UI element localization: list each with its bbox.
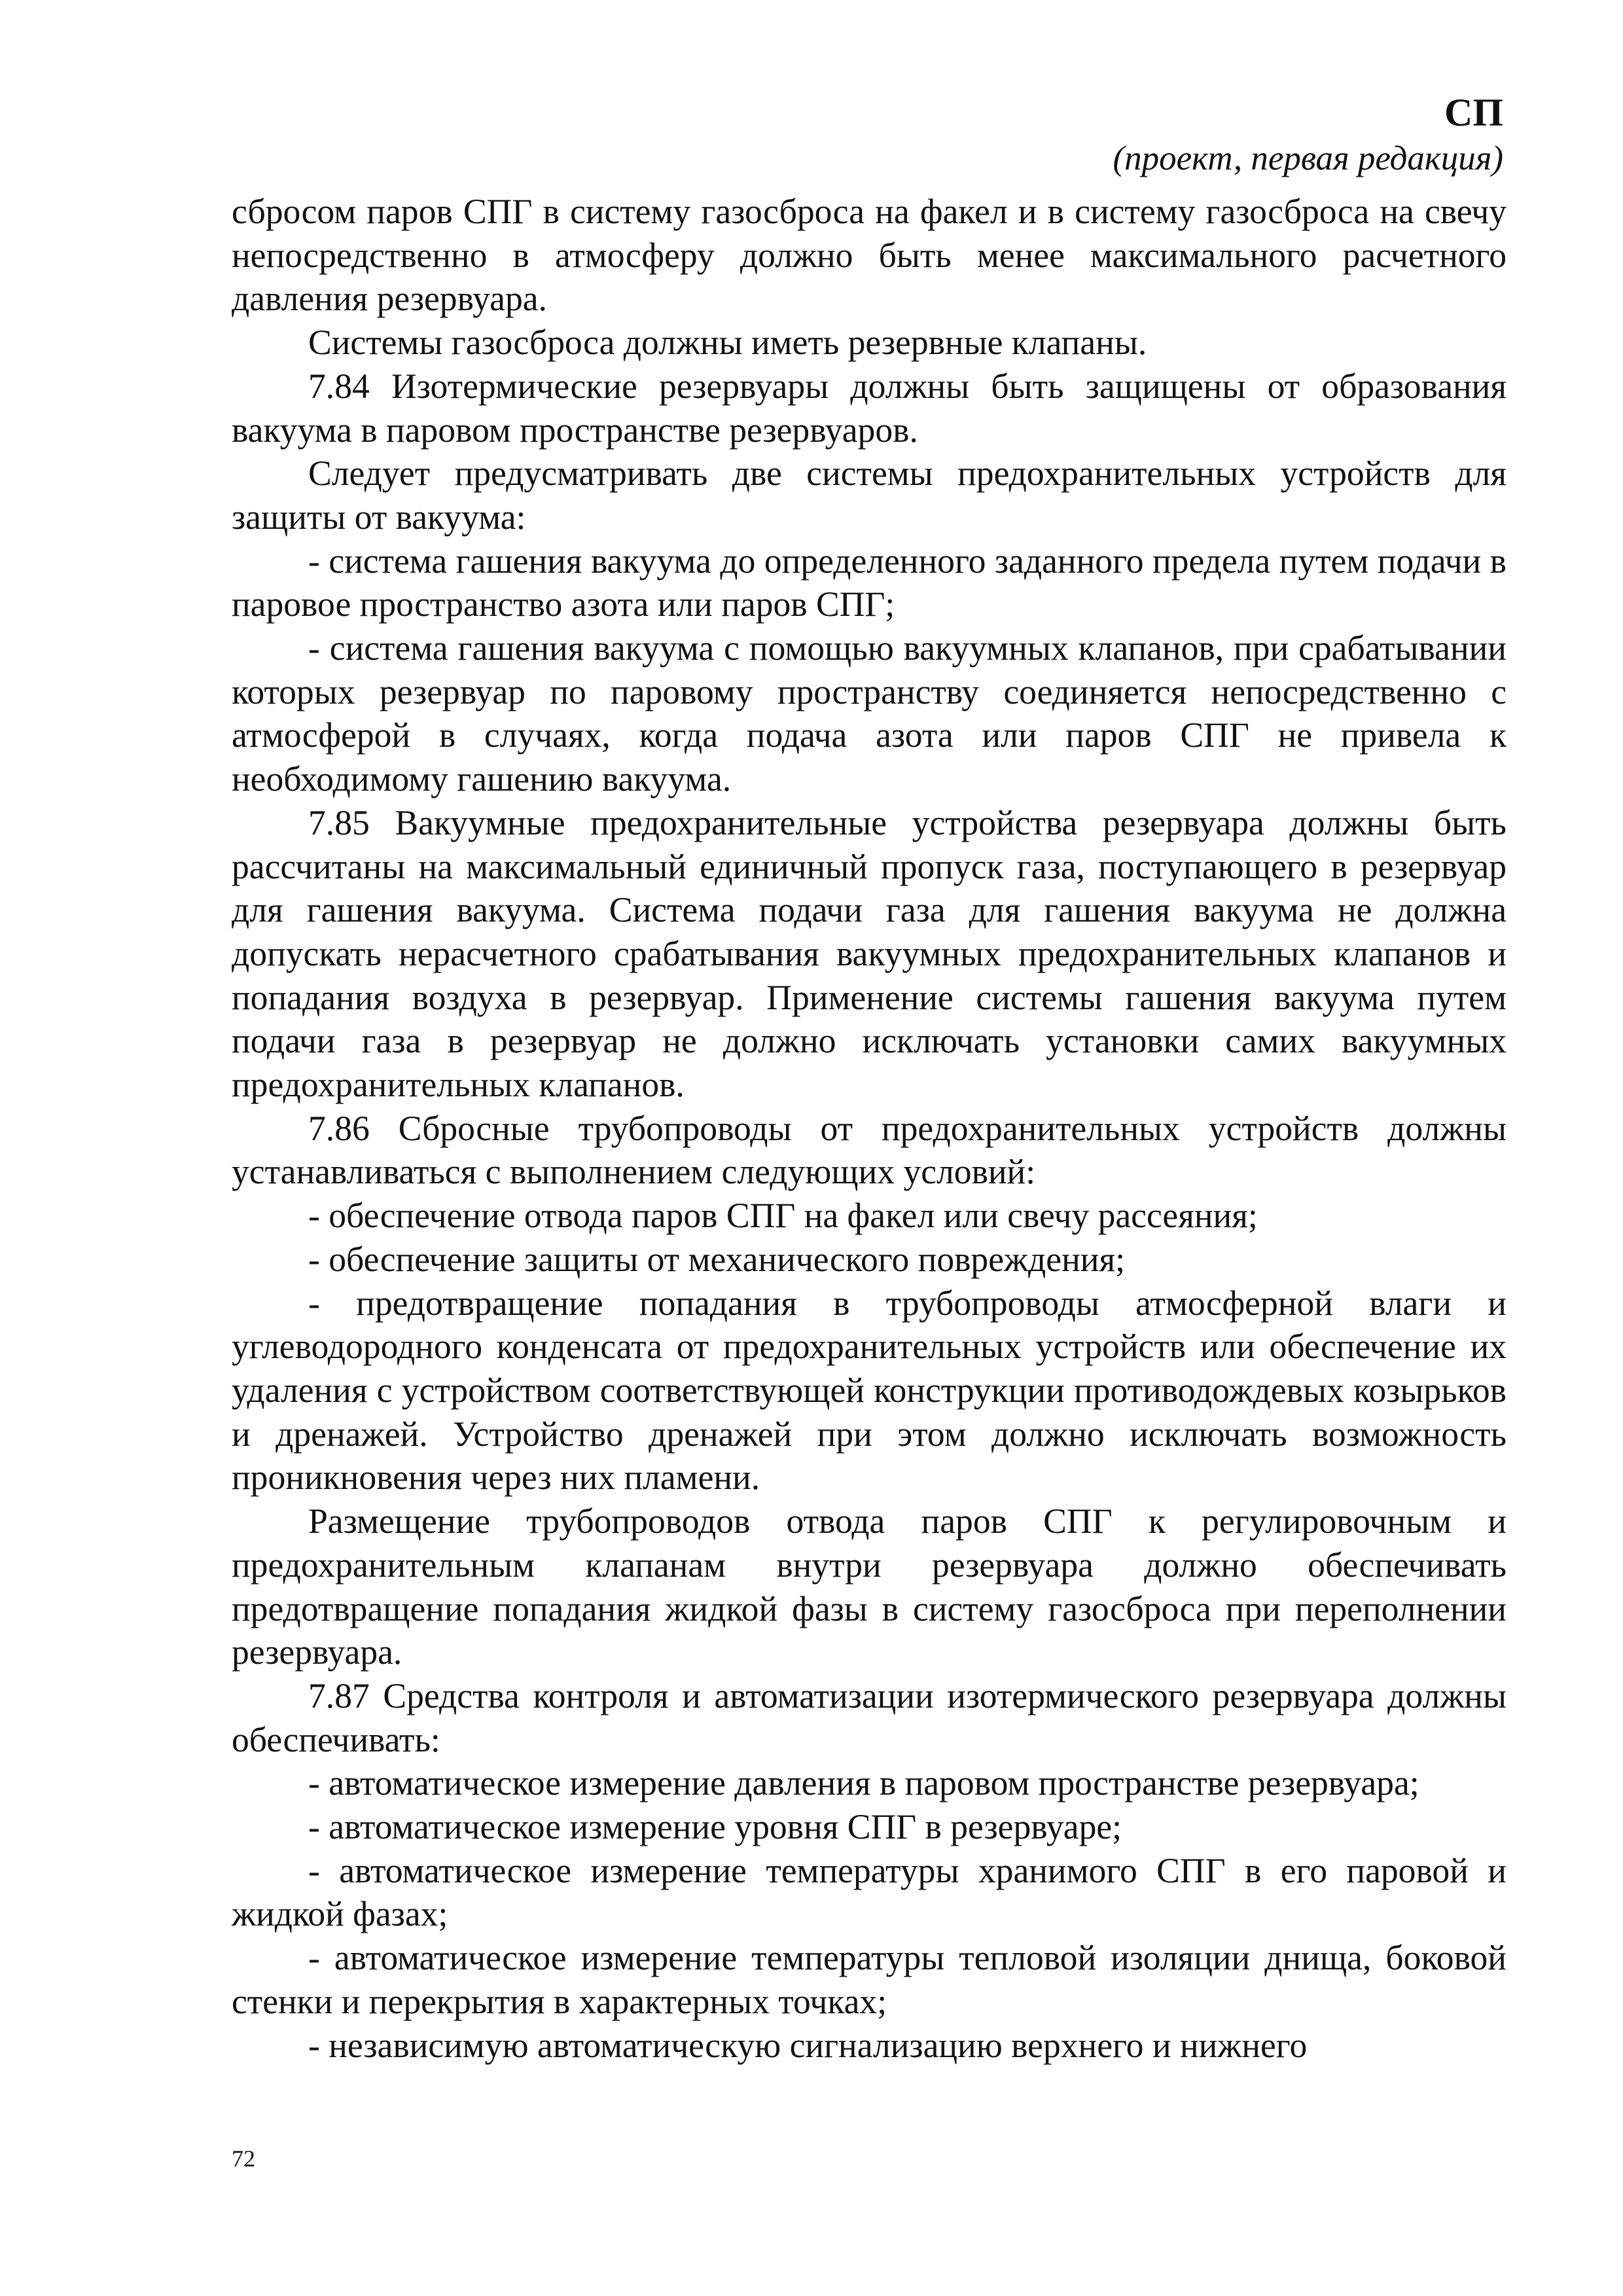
clause-7-84: 7.84 Изотермические резервуары должны быть защищены от образования вакуума в паровом пространстве резервуаров. [232,366,1507,450]
paragraph: Системы газосброса должны иметь резервные клапаны. [308,323,1147,363]
clause-7-85: 7.85 Вакуумные предохранительные устройства резервуара должны быть рассчитаны на максимальный единичный пропуск газа, поступающего в резервуар для гашения вакуума. Система подачи газа для гашения вакуума не должна допускать нерасчетного срабатывания вакуумных предохранительных клапанов и попадания воздуха в резервуар. Применение системы гашения вакуума путем подачи газа в резервуар не должно исключать установки самих вакуумных предохранительных клапанов. [232,802,1507,1105]
list-item: - автоматическое измерение давления в паровом пространстве резервуара; [308,1763,1419,1803]
list-item: - независимую автоматическую сигнализацию верхнего и нижнего [308,2025,1308,2065]
clause-7-86: 7.86 Сбросные трубопроводы от предохранительных устройств должны устанавливаться с выполнением следующих условий: [232,1108,1507,1192]
list-item: - предотвращение попадания в трубопроводы атмосферной влаги и углеводородного конденсата от предохранительных устройств или обеспечение их удаления с устройством соответствующей конструкции противодождевых козырьков и дренажей. Устройство дренажей при этом должно исключать возможность проникновения через них пламени. [232,1283,1507,1498]
list-item: - обеспечение отвода паров СПГ на факел или свечу рассеяния; [308,1196,1258,1236]
page-number: 72 [232,2145,255,2172]
document-code: СП [1444,91,1503,134]
list-item: - обеспечение защиты от механического повреждения; [308,1239,1125,1279]
list-item: - автоматическое измерение температуры тепловой изоляции днища, боковой стенки и перекрытия в характерных точках; [232,1938,1507,2021]
list-item: - автоматическое измерение температуры хранимого СПГ в его паровой и жидкой фазах; [232,1850,1507,1934]
document-status: (проект, первая редакция) [1113,139,1503,177]
paragraph: сбросом паров СПГ в систему газосброса на факел и в систему газосброса на свечу непосредственно в атмосферу должно быть менее максимального расчетного давления резервуара. [232,192,1507,319]
clause-7-87: 7.87 Средства контроля и автоматизации изотермического резервуара должны обеспечивать: [232,1676,1507,1759]
paragraph: Следует предусматривать две системы предохранительных устройств для защиты от вакуума: [232,454,1507,537]
list-item: - система гашения вакуума с помощью вакуумных клапанов, при срабатывании которых резервуар по паровому пространству соединяется непосредственно с атмосферой в случаях, когда подача азота или паров СПГ не привела к необходимому гашению вакуума. [232,628,1507,799]
document-body [232,190,1507,2067]
list-item: - автоматическое измерение уровня СПГ в резервуаре; [308,1807,1122,1847]
list-item: - система гашения вакуума до определенного заданного предела путем подачи в паровое пространство азота или паров СПГ; [232,541,1507,624]
paragraph: Размещение трубопроводов отвода паров СПГ к регулировочным и предохранительным клапанам внутри резервуара должно обеспечивать предотвращение попадания жидкой фазы в систему газосброса при переполнении резервуара. [232,1501,1507,1672]
